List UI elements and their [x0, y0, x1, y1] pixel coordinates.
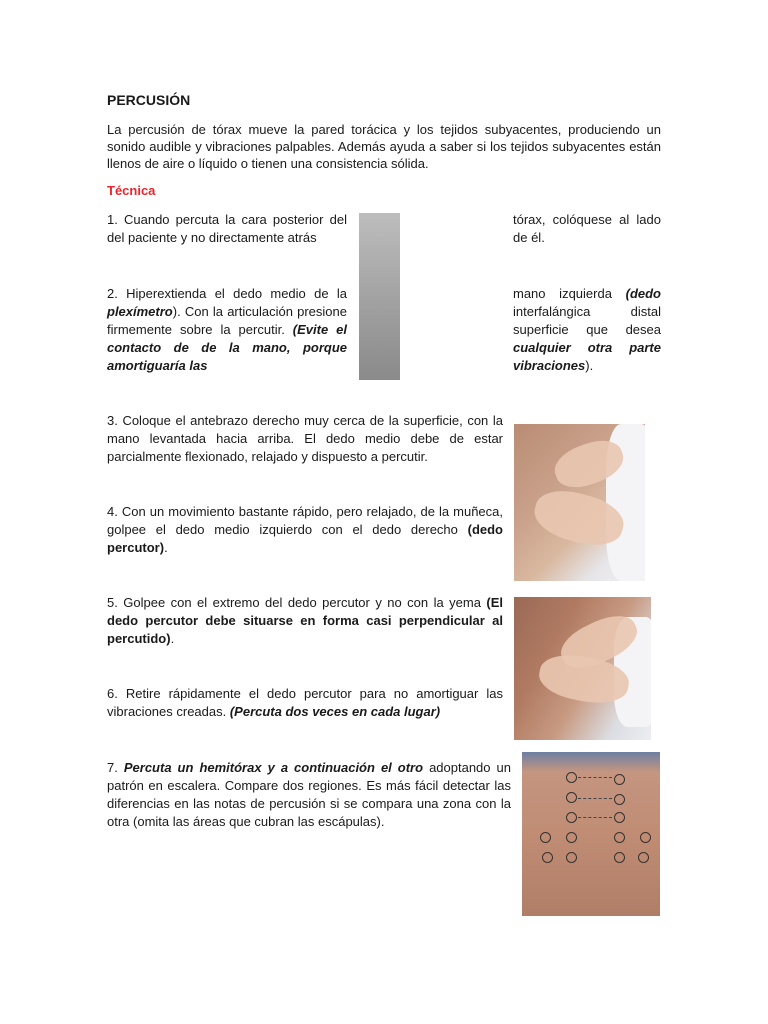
section-heading-tecnica: Técnica	[107, 183, 156, 198]
step7-c: adoptando un patrón en escalera. Compare dos regiones. Es más fácil detectar las diferencias en las notas de percusión si se compara una zona con la otra (omita las áreas que cubran las escápulas).	[107, 760, 511, 829]
page-title: PERCUSIÓN	[107, 92, 191, 108]
photo-back-percussion-pattern	[522, 752, 660, 916]
intro-paragraph: La percusión de tórax mueve la pared torácica y los tejidos subyacentes, produciendo un sonido audible y vibraciones palpables. Además ayuda a saber si los tejidos subyacentes están llenos de aire o líquido o tienen una consistencia sólida.	[107, 122, 661, 171]
step5-c: .	[170, 631, 175, 646]
photo-hand-position	[514, 424, 645, 581]
step4-b: (dedo percutor)	[107, 522, 503, 555]
step6-text	[107, 685, 503, 721]
step2-left-a: 2. Hiperextienda el dedo medio de la	[107, 286, 347, 301]
step2-right-c: interfalángica distal superficie que desea	[513, 304, 661, 337]
step2-right-d: cualquier otra parte vibraciones	[513, 340, 661, 373]
step7-a: 7.	[107, 760, 124, 775]
step4-c: .	[164, 540, 168, 555]
step2-left-d: (Evite el contacto de de la mano, porque amortiguaría las	[107, 322, 347, 373]
step5-a: 5. Golpee con el extremo del dedo percutor y no con la yema	[107, 595, 487, 610]
step2-right-text	[513, 285, 661, 375]
step5-text	[107, 594, 503, 648]
gray-image-strip	[359, 213, 400, 380]
step7-text	[107, 759, 511, 831]
step2-left-b: plexímetro	[107, 304, 173, 319]
step1-left-text: 1. Cuando percuta la cara posterior del del paciente y no directamente atrás	[107, 212, 347, 245]
step4-a: 4. Con un movimiento bastante rápido, pero relajado, de la muñeca, golpee el dedo medio izquierdo con el dedo derecho	[107, 504, 503, 537]
step4-text	[107, 503, 503, 557]
step6-a: 6. Retire rápidamente el dedo percutor para no amortiguar las vibraciones creadas.	[107, 686, 503, 719]
step2-right-e: ).	[585, 358, 594, 373]
step5-b: (El dedo percutor debe situarse en forma casi perpendicular al percutido)	[107, 595, 503, 646]
step2-left-c: ). Con la articulación presione firmemente sobre la percutir.	[107, 304, 347, 337]
step2-right-b: (dedo	[625, 286, 661, 301]
photo-percussion-strike	[514, 597, 651, 740]
step6-b: (Percuta dos veces en cada lugar)	[229, 704, 441, 719]
step1-right-text: tórax, colóquese al lado de él.	[513, 212, 661, 245]
step2-left-text	[107, 285, 347, 375]
step7-b: Percuta un hemitórax y a continuación el otro	[123, 760, 424, 775]
step3-text: 3. Coloque el antebrazo derecho muy cerca de la superficie, con la mano levantada hacia arriba. El dedo medio debe de estar parcialmente flexionado, relajado y dispuesto a percutir.	[107, 413, 503, 464]
step2-right-a: mano izquierda	[513, 286, 626, 301]
